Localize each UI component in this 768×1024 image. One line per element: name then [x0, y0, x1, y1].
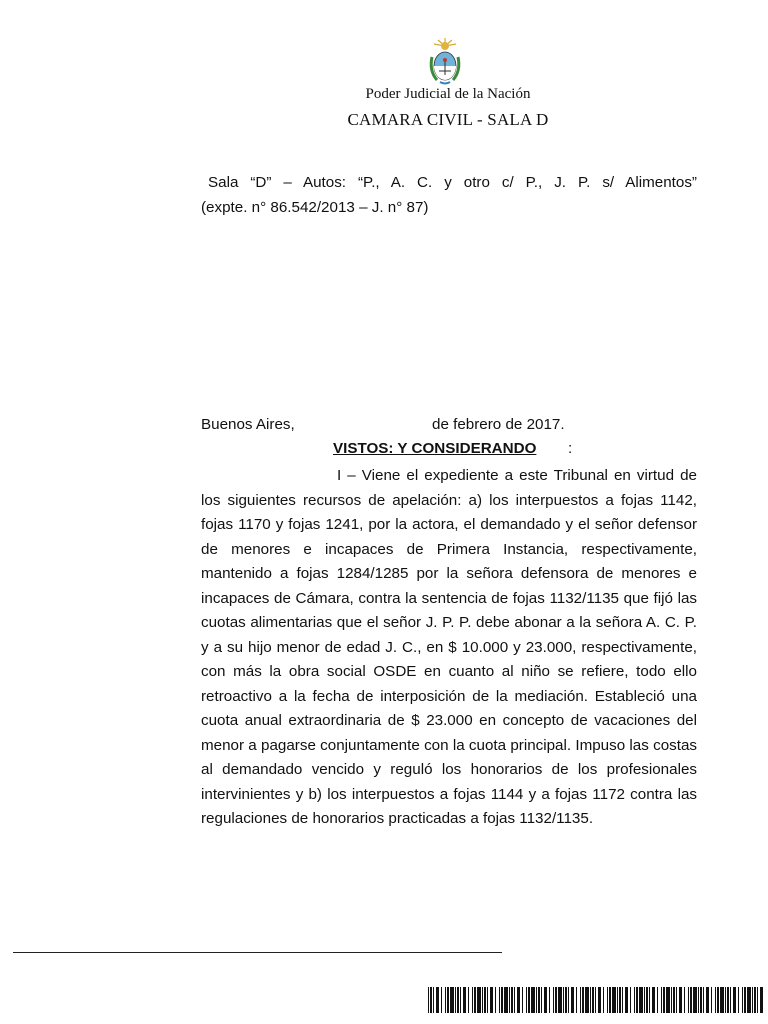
section-heading-colon: : — [568, 440, 573, 457]
body-paragraph — [201, 464, 697, 832]
section-heading: VISTOS: Y CONSIDERANDO — [333, 440, 537, 457]
date-month-year: de febrero de 2017. — [432, 416, 565, 433]
institution-name: Poder Judicial de la Nación — [365, 86, 531, 102]
date-city: Buenos Aires, — [201, 416, 295, 433]
case-caption-line1: Sala “D” – Autos: “P., A. C. y otro c/ P., J. P. s/ Alimentos” — [208, 174, 697, 191]
barcode-icon — [428, 987, 764, 1013]
court-name: CAMARA CIVIL - SALA D — [347, 110, 549, 129]
body-paragraph-text: I – Viene el expediente a este Tribunal en virtud de los siguientes recursos de apelación: a) los interpuestos a fojas 1142, fojas 1170 y fojas 1241, por la actora, el demandado y el señor defensor de menores e incapaces de Primera Instancia, respectivamente, mantenido a fojas 1284/1285 por la señora defensora de menores e incapaces de Cámara, contra la sentencia de fojas 1132/1135 que fijó las cuotas alimentarias que el señor J. P. P. debe abonar a la señora A. C. P. y a su hijo menor de edad J. C., en $ 10.000 y 23.000, respectivamente, con más la obra social OSDE en cuanto al niño se refiere, todo ello retroactivo a la fecha de interposición de la mediación. Estableció una cuota anual extraordinaria de $ 23.000 en concepto de vacaciones del menor a pagarse conjuntamente con la cuota principal. Impuso las costas al demandado vencido y reguló los honorarios de los profesionales intervinientes y b) los interpuestos a fojas 1144 y a fojas 1172 contra las regulaciones de honorarios practicadas a fojas 1132/1135. — [201, 467, 697, 827]
footer-divider — [13, 952, 502, 953]
case-caption-line2: (expte. n° 86.542/2013 – J. n° 87) — [201, 199, 429, 216]
case-caption — [201, 170, 697, 220]
argentina-coat-of-arms-icon — [426, 37, 464, 85]
